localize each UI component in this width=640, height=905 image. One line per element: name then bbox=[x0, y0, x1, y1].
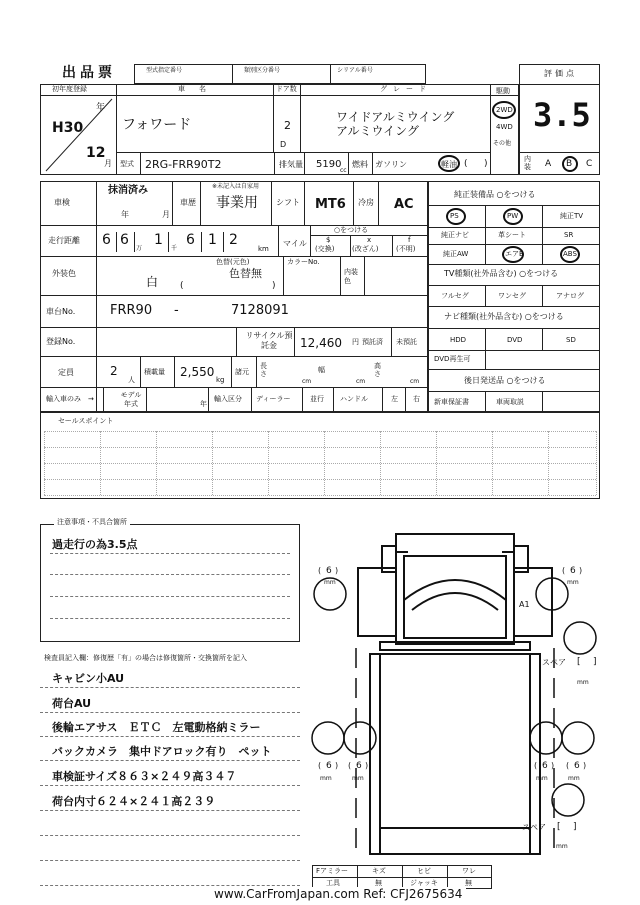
navi-hdd: HDD bbox=[450, 336, 467, 344]
history-value: 事業用 bbox=[216, 195, 258, 211]
tire-fl-value: 6 bbox=[326, 566, 332, 576]
tire-fr-unit: mm bbox=[567, 579, 579, 586]
displacement-unit: cc bbox=[340, 167, 347, 174]
fuel-paren-end: ) bbox=[484, 159, 488, 169]
navi-dvd-play: DVD再生可 bbox=[434, 355, 471, 363]
mileage-opt2-sub: (改ざん) bbox=[352, 245, 379, 253]
drive-2wd: 2WD bbox=[496, 106, 513, 114]
fuel-label: 燃料 bbox=[352, 160, 368, 169]
legend-r2c4: 無 bbox=[465, 879, 472, 887]
exterior-label: 外装色 bbox=[52, 269, 76, 278]
tv-oneseg: ワンセグ bbox=[498, 292, 526, 300]
drive-4wd: 4WD bbox=[496, 123, 513, 131]
model-code: 2RG-FRR90T2 bbox=[145, 158, 222, 171]
tv-fullseg: フルセグ bbox=[441, 292, 469, 300]
shift-value: MT6 bbox=[315, 197, 346, 212]
mileage-d5: 1 bbox=[208, 232, 217, 248]
month-unit: 月 bbox=[104, 159, 112, 168]
recycle-unit: 円 bbox=[352, 338, 359, 346]
shift-label: シフト bbox=[276, 198, 300, 207]
fuel-paren: ( bbox=[464, 159, 468, 169]
recycle-label: リサイクル預託金 bbox=[245, 331, 293, 350]
interior-c: C bbox=[586, 159, 593, 169]
mileage-d6: 2 bbox=[229, 232, 238, 248]
tire-rr1-value: 6 bbox=[542, 761, 548, 771]
model-year-label: モデル年式 bbox=[120, 391, 142, 408]
height-unit: cm bbox=[410, 378, 420, 385]
tire-rr2-unit: mm bbox=[568, 775, 580, 782]
import-type-label: 輸入区分 bbox=[214, 395, 242, 403]
score-value: 3.5 bbox=[533, 96, 591, 134]
navi-sd: SD bbox=[566, 336, 576, 344]
car-name-label: 車名 bbox=[178, 85, 220, 93]
later-manual: 車両取説 bbox=[496, 398, 524, 406]
model-cert-label: 型式指定番号 bbox=[146, 67, 183, 74]
notes-line1: 過走行の為3.5点 bbox=[52, 538, 138, 551]
interior-color-label: 内装色 bbox=[344, 268, 358, 285]
equip-aw: 純正AW bbox=[443, 250, 469, 258]
height-label: 高さ bbox=[374, 362, 381, 378]
load-value: 2,550 bbox=[180, 365, 215, 379]
equip-abs: ABS bbox=[563, 250, 577, 258]
interior-a: A bbox=[545, 159, 552, 169]
equip-sr: SR bbox=[564, 231, 574, 239]
repaint-label: 色替(元色) bbox=[216, 258, 250, 266]
tire-rl1-unit: mm bbox=[320, 775, 332, 782]
a1-mark: A1 bbox=[519, 600, 530, 609]
mileage-d1: 6 bbox=[102, 232, 111, 248]
score-label: 評価点 bbox=[544, 69, 577, 78]
notes-title: 注意事項・不具合箇所 bbox=[54, 519, 130, 526]
later-title: 後日発送品 ○をつける bbox=[464, 376, 546, 385]
spec-label: 諸元 bbox=[235, 368, 249, 376]
legend-r2c1: 工具 bbox=[326, 879, 340, 887]
color-no-label: カラーNo. bbox=[287, 258, 320, 266]
sales-points-box bbox=[40, 412, 600, 499]
model-code-label: 型式 bbox=[120, 160, 134, 168]
mileage-d2: 6 bbox=[120, 232, 129, 248]
fuel-diesel: 軽油 bbox=[441, 160, 457, 169]
sales-points-label: セールスポイント bbox=[58, 417, 114, 425]
tire-rr2-value: 6 bbox=[574, 761, 580, 771]
length-label: 長さ bbox=[260, 362, 267, 378]
navi-dvd: DVD bbox=[507, 336, 523, 344]
inspection-month-unit: 月 bbox=[162, 210, 170, 219]
registration-label: 登録No. bbox=[46, 337, 76, 346]
mileage-opt3: f bbox=[408, 236, 411, 244]
grade-line1: ワイドアルミウイング bbox=[336, 110, 455, 124]
inspection-year-unit: 年 bbox=[121, 210, 129, 219]
width-label: 幅 bbox=[318, 366, 325, 374]
mileage-opt1-sub: (交換) bbox=[315, 245, 335, 253]
year-unit: 年 bbox=[96, 103, 106, 113]
load-unit: kg bbox=[216, 376, 225, 384]
import-arrow: → bbox=[88, 395, 94, 403]
inspector-line4: バックカメラ 集中ドアロック有り ペット bbox=[52, 745, 272, 758]
car-name: フォワード bbox=[122, 117, 192, 133]
chassis-dash: - bbox=[174, 303, 179, 318]
legend-r1c4: ワレ bbox=[462, 867, 476, 875]
tire-fl-paren-open: ( bbox=[318, 566, 322, 575]
category-label: 類別区分番号 bbox=[244, 67, 281, 74]
mileage-opt1: $ bbox=[326, 236, 331, 244]
details-block bbox=[40, 181, 428, 412]
doors-label: ドア数 bbox=[276, 85, 297, 93]
later-warranty: 新車保証書 bbox=[434, 398, 469, 406]
reg-month: 12 bbox=[86, 145, 106, 161]
load-label: 積載量 bbox=[144, 368, 165, 376]
grade-label: グレード bbox=[380, 85, 432, 93]
tire-rl1-value: 6 bbox=[326, 761, 332, 771]
inspector-line3: 後輪エアサス ＥＴＣ 左電動格納ミラー bbox=[52, 721, 261, 734]
width-unit: cm bbox=[356, 378, 366, 385]
legend-r1c3: ヒビ bbox=[417, 867, 431, 875]
import-dealer: ディーラー bbox=[256, 395, 291, 403]
legend-r2c2: 無 bbox=[375, 879, 382, 887]
history-label: 車歴 bbox=[180, 198, 196, 207]
spare2-unit: mm bbox=[556, 843, 568, 850]
mileage-sen: 千 bbox=[171, 245, 178, 252]
mileage-km: km bbox=[258, 245, 269, 253]
inspector-line6: 荷台内寸６２４×２４１高２３９ bbox=[52, 795, 216, 808]
tire-rl2-value: 6 bbox=[356, 761, 362, 771]
equip-ps: PS bbox=[450, 212, 459, 220]
legend-r2c3: ジャッキ bbox=[410, 879, 438, 887]
spare2-label: スペア bbox=[522, 823, 546, 832]
inspector-title: 検査員記入欄：修復歴「有」の場合は修復箇所・交換箇所を記入 bbox=[44, 654, 247, 662]
first-reg-label: 初年度登録 bbox=[52, 85, 87, 93]
import-label: 輸入車のみ bbox=[46, 395, 81, 403]
repaint-paren-open: ( bbox=[180, 281, 184, 291]
exterior-value: 白 bbox=[146, 275, 159, 289]
door-count: 2 bbox=[284, 119, 291, 132]
repaint-paren-close: ) bbox=[272, 281, 276, 291]
equip-navi: 純正ナビ bbox=[441, 231, 469, 239]
mileage-label: 走行距離 bbox=[48, 236, 80, 245]
handle-left: 左 bbox=[391, 395, 398, 403]
inspection-value: 抹消済み bbox=[108, 185, 148, 196]
drive-other: その他 bbox=[493, 140, 512, 147]
inspector-line2: 荷台AU bbox=[52, 697, 92, 710]
interior-b: B bbox=[566, 159, 573, 169]
chassis-number: 7128091 bbox=[231, 303, 289, 318]
history-note: ※未記入は自家用 bbox=[212, 183, 260, 190]
navi-type-title: ナビ種類(社外品含む) ○をつける bbox=[444, 312, 564, 321]
recycle-unpaid: 未預託 bbox=[396, 338, 417, 346]
model-year-unit: 年 bbox=[200, 400, 207, 408]
mileage-circle-note: ○をつける bbox=[334, 226, 369, 234]
displacement-value: 5190 bbox=[316, 159, 342, 170]
tv-type-title: TV種類(社外品含む) ○をつける bbox=[444, 269, 559, 278]
fuel-gasoline: ガソリン bbox=[375, 160, 407, 169]
mileage-opt3-sub: (不明) bbox=[396, 245, 416, 253]
mileage-opt2: x bbox=[367, 236, 372, 244]
handle-label: ハンドル bbox=[340, 395, 368, 403]
mileage-d3: 1 bbox=[154, 232, 163, 248]
recycle-value: 12,460 bbox=[300, 336, 342, 350]
equip-tv: 純正TV bbox=[560, 212, 584, 220]
chassis-label: 車台No. bbox=[46, 307, 76, 316]
inspector-line1: キャビン小AU bbox=[52, 672, 125, 685]
capacity-label: 定員 bbox=[58, 368, 74, 377]
tv-analog: アナログ bbox=[556, 292, 584, 300]
equip-leather: 革シート bbox=[498, 231, 526, 239]
spare1-label: スペア bbox=[542, 658, 566, 667]
spare1-unit: mm bbox=[577, 679, 589, 686]
recycle-paid: 預託済 bbox=[362, 338, 383, 346]
interior-label: 内装 bbox=[524, 155, 531, 171]
page-title: 出品票 bbox=[62, 65, 116, 81]
capacity-unit: 人 bbox=[128, 376, 135, 384]
chassis-prefix: FRR90 bbox=[110, 303, 153, 318]
truck-diagram bbox=[300, 528, 600, 868]
equipment-title: 純正装備品 ○をつける bbox=[454, 190, 536, 199]
reg-year: H30 bbox=[52, 120, 84, 136]
tire-rl2-unit: mm bbox=[352, 775, 364, 782]
drive-label: 駆動 bbox=[496, 87, 510, 95]
length-unit: cm bbox=[302, 378, 312, 385]
import-parallel: 並行 bbox=[310, 395, 324, 403]
tire-fl-unit: mm bbox=[324, 579, 336, 586]
legend-r1c2: キズ bbox=[372, 867, 386, 875]
aircon-value: AC bbox=[394, 197, 414, 212]
equip-airbag: エアB bbox=[505, 250, 524, 258]
footer-ref: www.CarFromJapan.com Ref: CFJ2675634 bbox=[210, 887, 466, 901]
mileage-man: 万 bbox=[136, 245, 143, 252]
mileage-d4: 6 bbox=[186, 232, 195, 248]
tire-rr1-unit: mm bbox=[536, 775, 548, 782]
displacement-label: 排気量 bbox=[279, 160, 303, 169]
repaint-value: 色替無 bbox=[229, 267, 262, 280]
equip-pw: PW bbox=[507, 212, 519, 220]
serial-label: シリアル番号 bbox=[337, 67, 373, 74]
handle-right: 右 bbox=[413, 395, 420, 403]
tire-fr-value: 6 bbox=[570, 566, 576, 576]
aircon-label: 冷房 bbox=[358, 198, 374, 207]
inspector-line5: 車検証サイズ８６３×２４９高３４７ bbox=[52, 770, 237, 783]
capacity-value: 2 bbox=[110, 364, 118, 378]
door-sub: D bbox=[280, 140, 287, 149]
inspection-label: 車検 bbox=[54, 198, 70, 207]
legend-r1c1: Fアミラー bbox=[316, 867, 349, 875]
grade-line2: アルミウイング bbox=[336, 124, 419, 138]
mile-label: マイル bbox=[283, 239, 307, 248]
